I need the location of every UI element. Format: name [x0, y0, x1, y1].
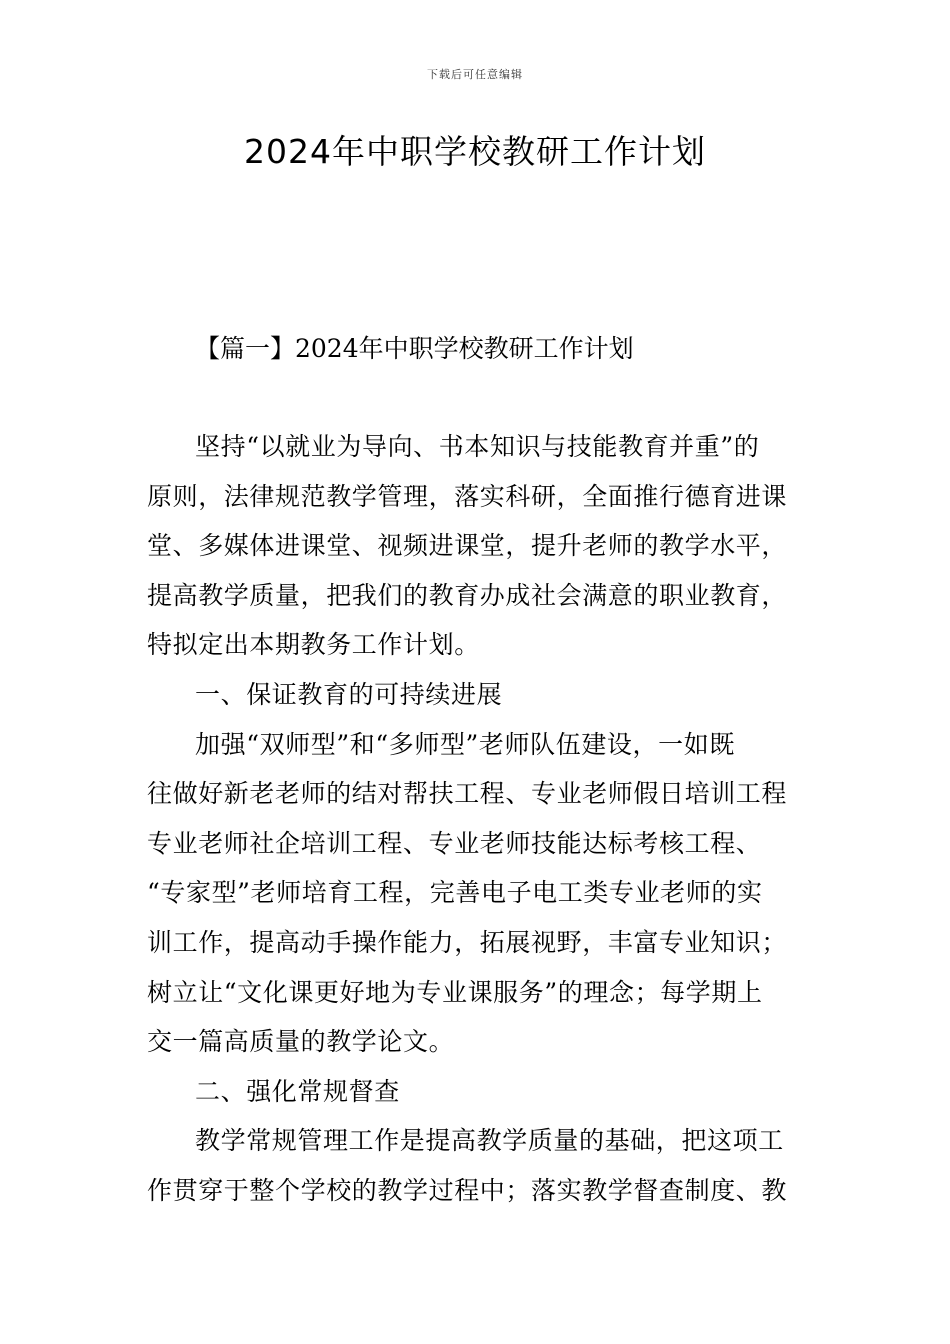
paragraph-line: 坚持“以就业为导向、书本知识与技能教育并重”的: [195, 432, 760, 461]
paragraph-line: 作贯穿于整个学校的教学过程中；落实教学督查制度、教: [147, 1175, 788, 1205]
paragraph-line: 特拟定出本期教务工作计划。: [147, 630, 480, 660]
paragraph-line: 堂、多媒体进课堂、视频进课堂，提升老师的教学水平，: [147, 531, 788, 561]
document-title: 2024年中职学校教研工作计划: [244, 132, 706, 171]
paragraph-line: 专业老师社企培训工程、专业老师技能达标考核工程、: [147, 828, 762, 858]
paragraph-line: 往做好新老老师的结对帮扶工程、专业老师假日培训工程: [147, 779, 788, 809]
subsection-heading: 二、强化常规督查: [195, 1076, 400, 1106]
paragraph-line: 教学常规管理工作是提高教学质量的基础，把这项工: [195, 1126, 784, 1156]
paragraph-line: “专家型”老师培育工程，完善电子电工类专业老师的实: [147, 878, 763, 908]
paragraph-line: 树立让“文化课更好地为专业课服务”的理念；每学期上: [147, 977, 763, 1007]
paragraph-line: 交一篇高质量的教学论文。: [147, 1027, 455, 1057]
subsection-heading: 一、保证教育的可持续进展: [195, 679, 503, 709]
section-heading: 【篇一】2024年中职学校教研工作计划: [195, 334, 634, 363]
paragraph-line: 训工作，提高动手操作能力，拓展视野，丰富专业知识；: [147, 927, 788, 957]
header-note: 下载后可任意编辑: [427, 68, 523, 81]
body-text: [147, 422, 811, 1216]
paragraph-line: 提高教学质量，把我们的教育办成社会满意的职业教育，: [147, 580, 788, 610]
paragraph-line: 原则，法律规范教学管理，落实科研，全面推行德育进课: [147, 481, 788, 511]
paragraph-line: 加强“双师型”和“多师型”老师队伍建设，一如既: [195, 729, 735, 759]
